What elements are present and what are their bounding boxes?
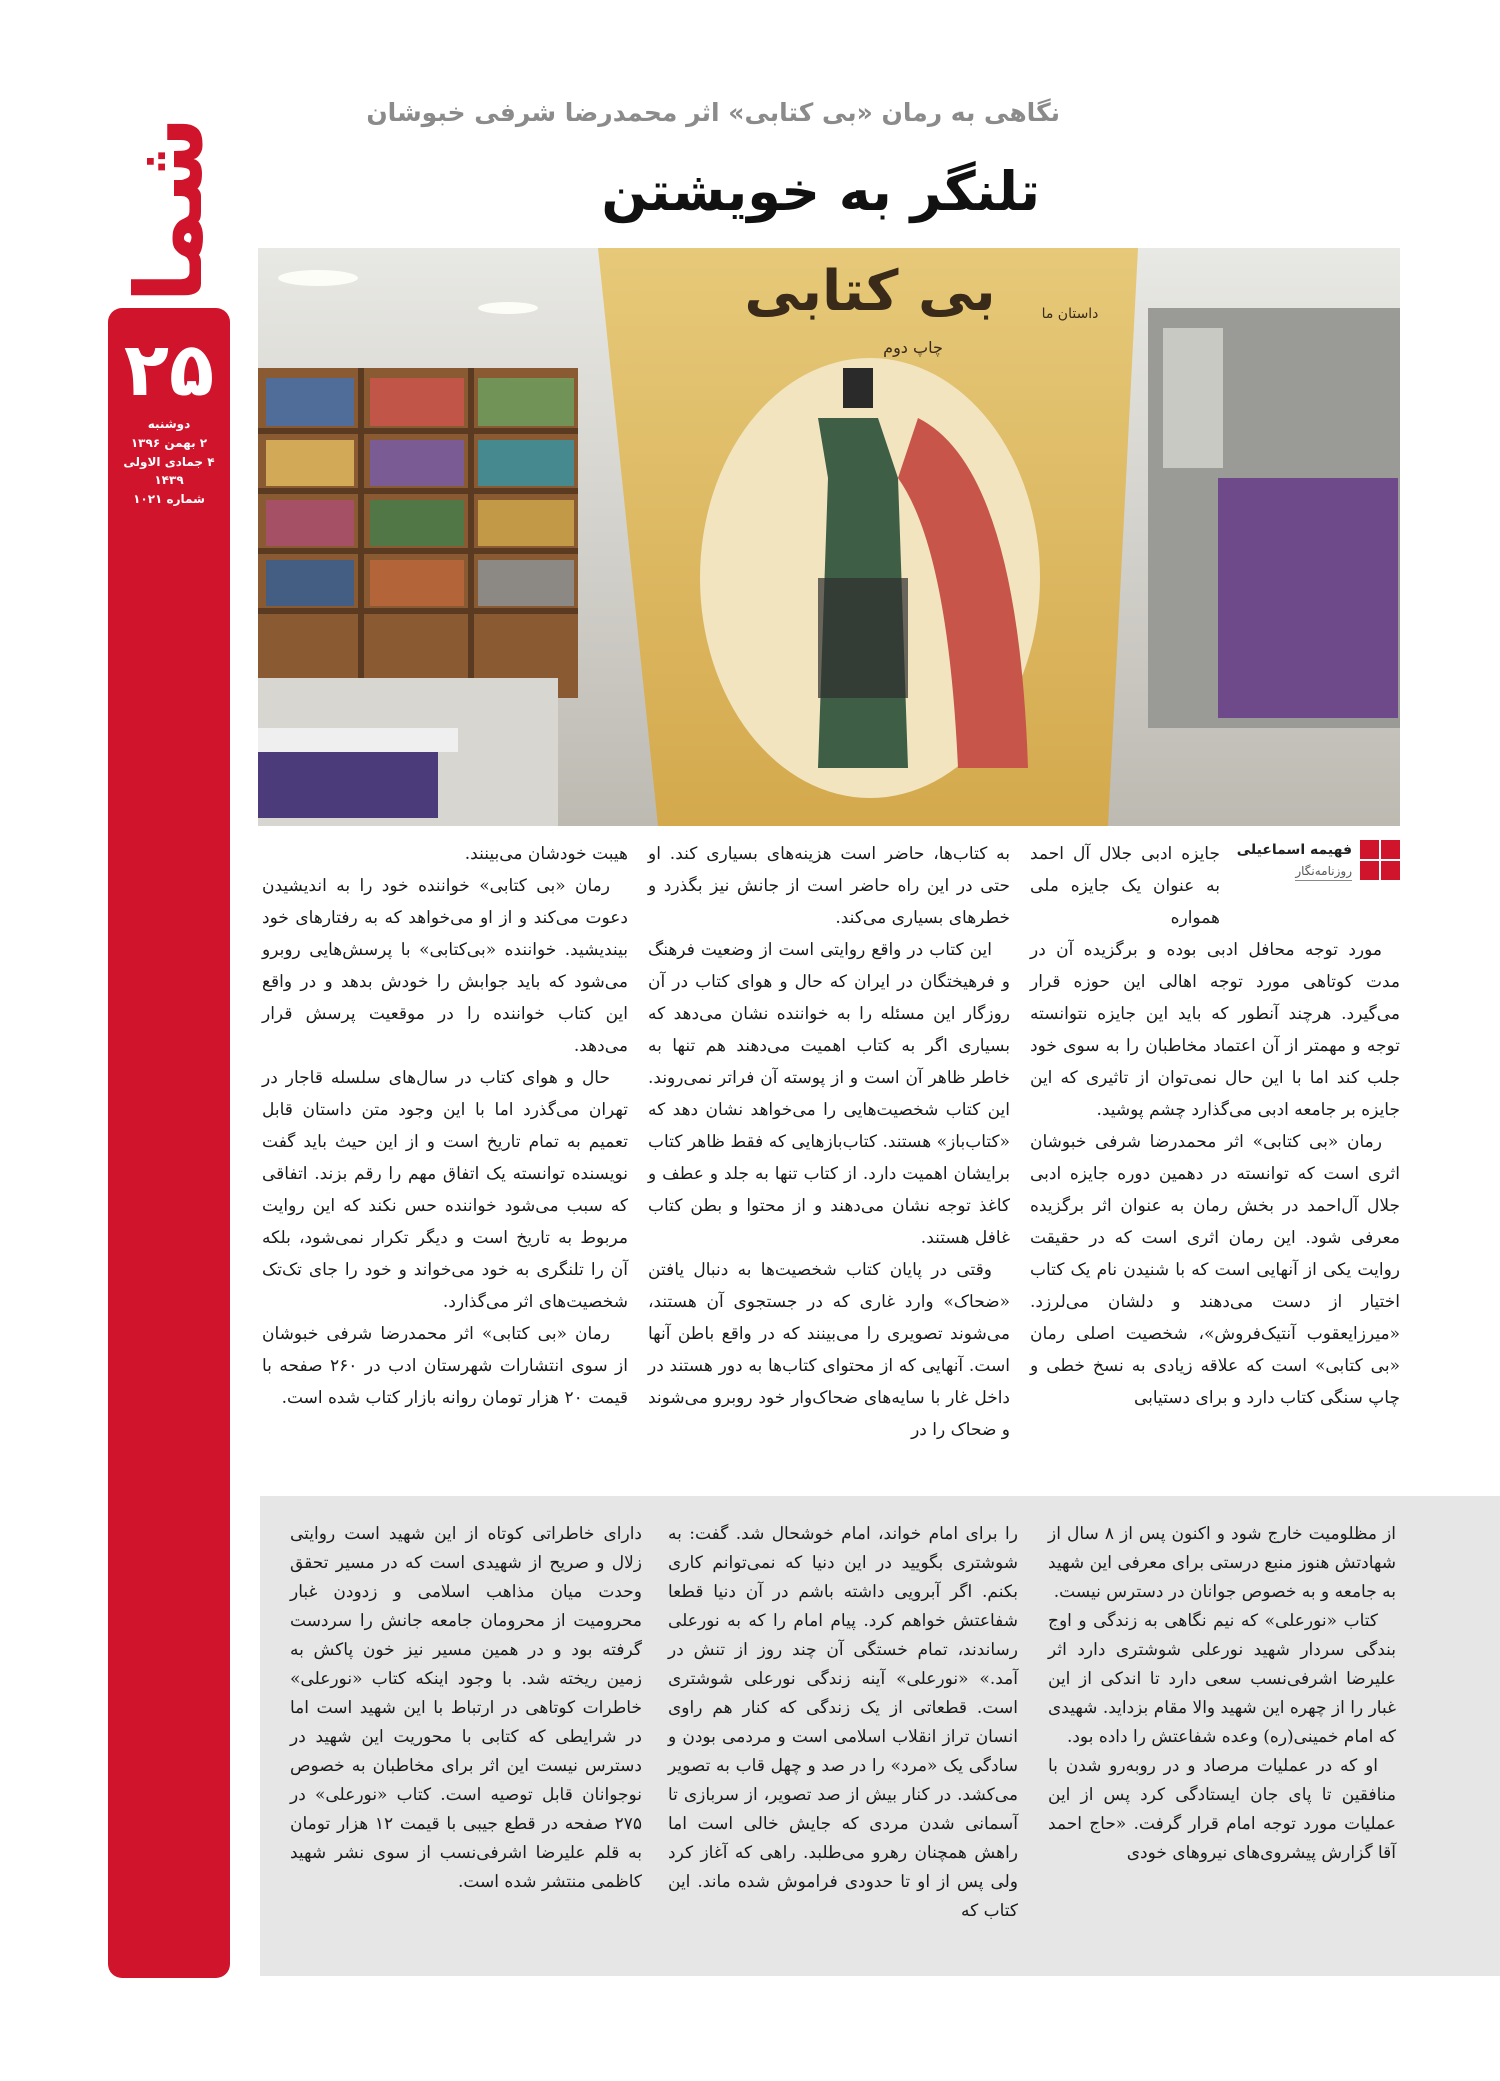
- column-2-paragraph: این کتاب در واقع روایتی است از وضعیت فرهنگ و فرهیختگان در ایران که حال و هوای کتاب در آن روزگار این مسئله را به خواننده نشان می‌دهد که بسیاری اگر به کتاب اهمیت می‌دهند هم تنها به خاطر ظاهر آن است و از پوسته آن فراتر نمی‌روند. این کتاب شخصیت‌هایی را می‌خواهد نشان دهد که «کتاب‌باز» هستند. کتاب‌بازهایی که فقط ظاهر کتاب برایشان اهمیت دارد. از کتاب تنها به جلد و عطف و کاغذ توجه نشان می‌دهند و از محتوا و بطن کتاب غافل هستند.: [648, 940, 1010, 1248]
- cover-edition: چاپ دوم: [883, 338, 943, 357]
- lunar-date: ۴ جمادی الاولی ۱۴۳۹: [123, 454, 215, 488]
- author-name: فهیمه اسماعیلی: [1236, 842, 1352, 858]
- second-column-2-paragraph: را برای امام خواند، امام خوشحال شد. گفت: به شوشتری بگویید در این دنیا که نمی‌توانم کاری بکنم. اگر آبرویی داشته باشم در آن دنیا قطعا شفاعتش خواهم کرد. پیام امام را که به نورعلی رساندند، تمام خستگی آن چند روز از تنش در آمد.» «نورعلی» آینه زندگی نورعلی شوشتری است. قطعاتی از یک زندگی که کنار هم راوی انسان تراز انقلاب اسلامی است و مردمی بودن و سادگی یک «مرد» را در صد و چهل قاب به تصویر می‌کشد. در کنار بیش از صد تصویر، از سربازی تا آسمانی شدن مردی که جایش خالی است اما راهش همچنان رهرو می‌طلبد. راهی که آغاز کرد ولی پس از او تا حدودی فراموش شده ماند. این کتاب که: [668, 1524, 1018, 1921]
- issue-meta: [108, 415, 230, 508]
- second-column-3-paragraph: دارای خاطراتی کوتاه از این شهید است روایتی زلال و صریح از شهیدی است که در مسیر تحقق وحدت میان مذاهب اسلامی و زدودن غبار محرومیت از محرومان جامعه جانش را سردست گرفته بود و در همین مسیر نیز خون پاکش به زمین ریخته شد. با وجود اینکه کتاب «نورعلی» خاطرات کوتاهی در ارتباط با این شهید است اما در شرایطی که کتابی با محوریت این شهید در دسترس نیست این اثر برای مخاطبان به خصوص نوجوانان قابل توصیه است. کتاب «نورعلی» در ۲۷۵ صفحه در قطع جیبی با قیمت ۱۲ هزار تومان به قلم علیرضا اشرفی‌نسب از سوی نشر شهید کاظمی منتشر شده است.: [290, 1524, 642, 1892]
- column-3-paragraph: رمان «بی کتابی» خواننده خود را به اندیشیدن دعوت می‌کند و از او می‌خواهد که به رفتارهای خود بیندیشید. خواننده «بی‌کتابی» با پرسش‌هایی روبرو می‌شود که باید جوابش را خودش بدهد و در واقع این کتاب خواننده را در موقعیت پرسش قرار می‌دهد.: [262, 876, 628, 1056]
- bookstore-illustration: [258, 248, 1400, 826]
- column-3-paragraph: حال و هوای کتاب در سال‌های سلسله قاجار در تهران می‌گذرد اما با این وجود متن داستان قابل تعمیم به تمام تاریخ است و از این حیث باید گفت نویسنده توانسته یک اتفاق مهم را رقم بزند. اتفاقی که سبب می‌شود خواننده حس نکند که این روایت مربوط به تاریخ است و دیگر تکرار نمی‌شود، بلکه آن را تلنگری به خود می‌خواند و خود را جای تک‌تک شخصیت‌های اثر می‌گذارد.: [262, 1068, 628, 1312]
- issue-sidebar: [108, 308, 230, 1978]
- article-headline: تلنگر به خویشتن: [601, 160, 1040, 223]
- second-column-1-paragraph: از مظلومیت خارج شود و اکنون پس از ۸ سال از شهادتش هنوز منبع درستی برای معرفی این شهید به جامعه و به خصوص جوانان در دسترس نیست.: [1048, 1524, 1396, 1602]
- issue-number: شماره ۱۰۲۱: [133, 491, 205, 506]
- second-article-column-2: [668, 1520, 1018, 1926]
- article-column-1: [1030, 838, 1400, 1414]
- column-1-paragraph: رمان «بی کتابی» اثر محمدرضا شرفی خبوشان اثری است که توانسته در دهمین دوره جایزه ادبی جلال آل‌احمد در بخش رمان به عنوان اثر برگزیده معرفی شود. این رمان اثری است که در حقیقت روایت یکی از آنهایی است که با شنیدن نام یک کتاب اختیار از دست می‌دهند و دلشان می‌لرزد. «میرزایعقوب آنتیک‌فروش»، شخصیت اصلی رمان «بی کتابی» است که علاقه زیادی به نسخ خطی و چاپ سنگی کتاب دارد و برای دستیابی: [1030, 1132, 1400, 1408]
- author-role: روزنامه‌نگار: [1295, 864, 1352, 881]
- weekday: دوشنبه: [147, 417, 191, 432]
- cover-series: داستان ما: [1041, 306, 1099, 322]
- article-kicker: نگاهی به رمان «بی کتابی» اثر محمدرضا شرفی خبوشان: [366, 98, 1060, 127]
- second-article-column-3: [290, 1520, 642, 1897]
- page-number: ۲۵: [123, 327, 215, 413]
- article-column-2: [648, 838, 1010, 1446]
- column-2-paragraph: به کتاب‌ها، حاضر است هزینه‌های بسیاری کند. او حتی در این راه حاضر است از جانش نیز بگذرد و خطرهای بسیاری می‌کند.: [648, 844, 1010, 928]
- second-column-1-paragraph: او که در عملیات مرصاد و در روبه‌رو شدن با منافقین تا پای جان ایستادگی کرد پس از این عملیات مورد توجه امام قرار گرفت. «حاج احمد آقا گزارش پیشروی‌های نیروهای خودی: [1048, 1756, 1396, 1863]
- cover-title: بی کتابی: [744, 259, 996, 324]
- article-photo: [258, 248, 1400, 826]
- column-1-intro: جایزه ادبی جلال آل احمد به عنوان یک جایزه ملی همواره: [1030, 844, 1220, 928]
- solar-date: ۲ بهمن ۱۳۹۶: [130, 435, 208, 450]
- newspaper-logo: شما: [116, 116, 223, 304]
- column-3-paragraph: رمان «بی کتابی» اثر محمدرضا شرفی خبوشان از سوی انتشارات شهرستان ادب در ۲۶۰ صفحه با قیمت ۲۰ هزار تومان روانه بازار کتاب شده است.: [262, 1324, 628, 1408]
- column-2-paragraph: وقتی در پایان کتاب شخصیت‌ها به دنبال یافتن «ضحاک» وارد غاری که در جستجوی آن هستند، می‌شوند تصویری را می‌بینند که در واقع باطن آنها است. آنهایی که از محتوای کتاب‌ها به دور هستند در داخل غار با سایه‌های ضحاک‌وار خود روبرو می‌شوند و ضحاک را در: [648, 1260, 1010, 1440]
- column-3-paragraph: هیبت خودشان می‌بینند.: [464, 844, 628, 864]
- article-column-3: [262, 838, 628, 1414]
- column-1-paragraph: مورد توجه محافل ادبی بوده و برگزیده آن در مدت کوتاهی مورد توجه اهالی این حوزه قرار می‌گیرد. هرچند آنطور که باید این جایزه نتوانسته توجه و مهمتر از آن اعتماد مخاطبان را به سوی خود جلب کند اما با این حال نمی‌توان از تاثیری که این جایزه بر جامعه ادبی می‌گذارد چشم پوشید.: [1030, 940, 1400, 1120]
- second-column-1-paragraph: کتاب «نورعلی» که نیم نگاهی به زندگی و اوج بندگی سردار شهید نورعلی شوشتری دارد اثر علیرضا اشرفی‌نسب سعی دارد تا اندکی از این غبار را از چهره این شهید والا مقام بزداید. شهیدی که امام خمینی(ره) وعده شفاعتش را داده بود.: [1047, 1611, 1396, 1747]
- second-article-column-1: [1048, 1520, 1396, 1868]
